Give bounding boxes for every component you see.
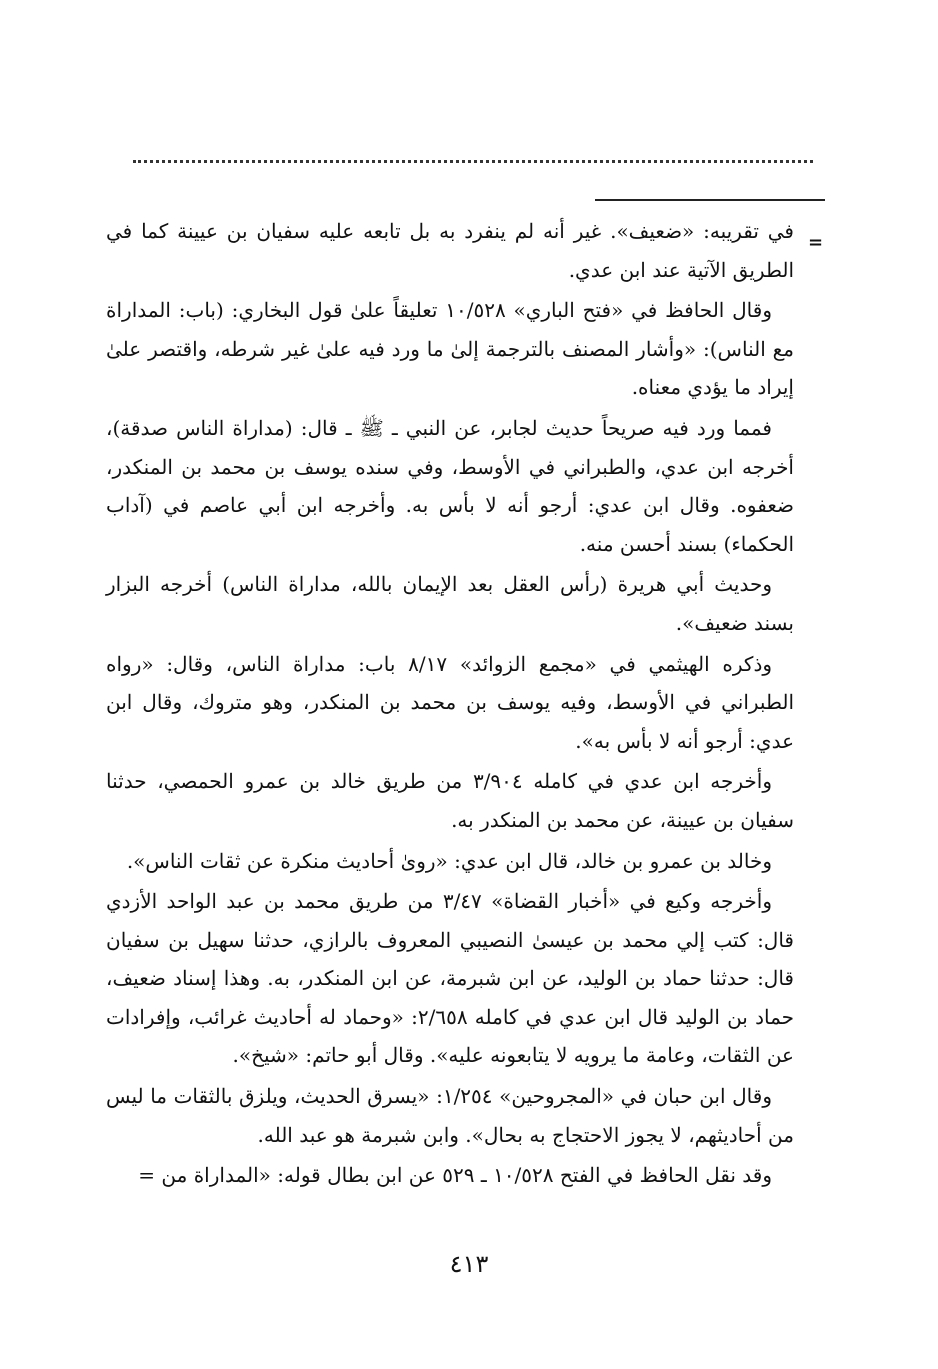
dotted-separator (133, 160, 813, 163)
footnote-paragraph: وقد نقل الحافظ في الفتح ١٠/٥٢٨ ـ ٥٢٩ عن ابن بطال قوله: «المداراة من = (138, 1163, 772, 1188)
footnote-paragraph: وحديث أبي هريرة (رأس العقل بعد الإيمان بالله، مداراة الناس) أخرجه البزار بسند ضعيف». (106, 572, 794, 635)
footnote-paragraph: وأخرجه وكيع في «أخبار القضاة» ٣/٤٧ من طريق محمد بن عبد الواحد الأزدي قال: كتب إلي محمد بن عيسىٰ النصيبي المعروف بالرازي، حدثنا سهيل بن سفيان قال: حدثنا حماد بن الوليد، عن ابن شبرمة، عن ابن المنكدر، به. وهذا إسناد ضعيف، حماد بن الوليد قال ابن عدي في كامله ٢/٦٥٨: «وحماد له أحاديث غرائب، وإفرادات عن الثقات، وعامة ما يرويه لا يتابعونه عليه». وقال أبو حاتم: «شيخ». (106, 889, 794, 1068)
footnote-paragraph: وذكره الهيثمي في «مجمع الزوائد» ٨/١٧ باب: مداراة الناس، وقال: «رواه الطبراني في الأوسط، وفيه يوسف بن محمد بن المنكدر، وهو متروك، وقال ابن عدي: أرجو أنه لا بأس به». (106, 651, 794, 753)
footnote-paragraph: وخالد بن عمرو بن خالد، قال ابن عدي: «روىٰ أحاديث منكرة عن ثقات الناس». (126, 848, 772, 873)
footnotes-body (106, 212, 794, 1197)
footnote-paragraph: وأخرجه ابن عدي في كامله ٣/٩٠٤ من طريق خالد بن عمرو الحمصي، حدثنا سفيان بن عيينة، عن محمد بن المنكدر به. (106, 769, 794, 832)
footnote-paragraph: وقال ابن حبان في «المجروحين» ١/٢٥٤: «يسرق الحديث، ويلزق بالثقات ما ليس من أحاديثهم، لا يجوز الاحتجاج به بحال». وابن شبرمة هو عبد الله. (106, 1084, 794, 1147)
footnote-paragraph: وقال الحافظ في «فتح الباري» ١٠/٥٢٨ تعليقاً علىٰ قول البخاري: (باب: المداراة مع الناس): «وأشار المصنف بالترجمة إلىٰ ما ورد فيه علىٰ غير شرطه، واقتصر علىٰ إيراد ما يؤدي معناه. (106, 298, 794, 400)
footnote-paragraph: فمما ورد فيه صريحاً حديث لجابر، عن النبي ـ ﷺ ـ قال: (مداراة الناس صدقة)، أخرجه ابن عدي، والطبراني في الأوسط، وفي سنده يوسف بن محمد بن المنكدر، ضعفوه. وقال ابن عدي: أرجو أنه لا بأس به. وأخرجه ابن أبي عاصم في (آداب الحكماء) بسند أحسن منه. (106, 415, 795, 556)
page-number: ٤١٣ (449, 1250, 489, 1278)
footnote-paragraph: في تقريبه: «ضعيف». غير أنه لم ينفرد به بل تابعه عليه سفيان بن عيينة كما في الطريق الآتية عند ابن عدي. (106, 219, 794, 282)
footnote-continuation-mark: = (808, 232, 824, 253)
footnote-rule (595, 199, 825, 201)
